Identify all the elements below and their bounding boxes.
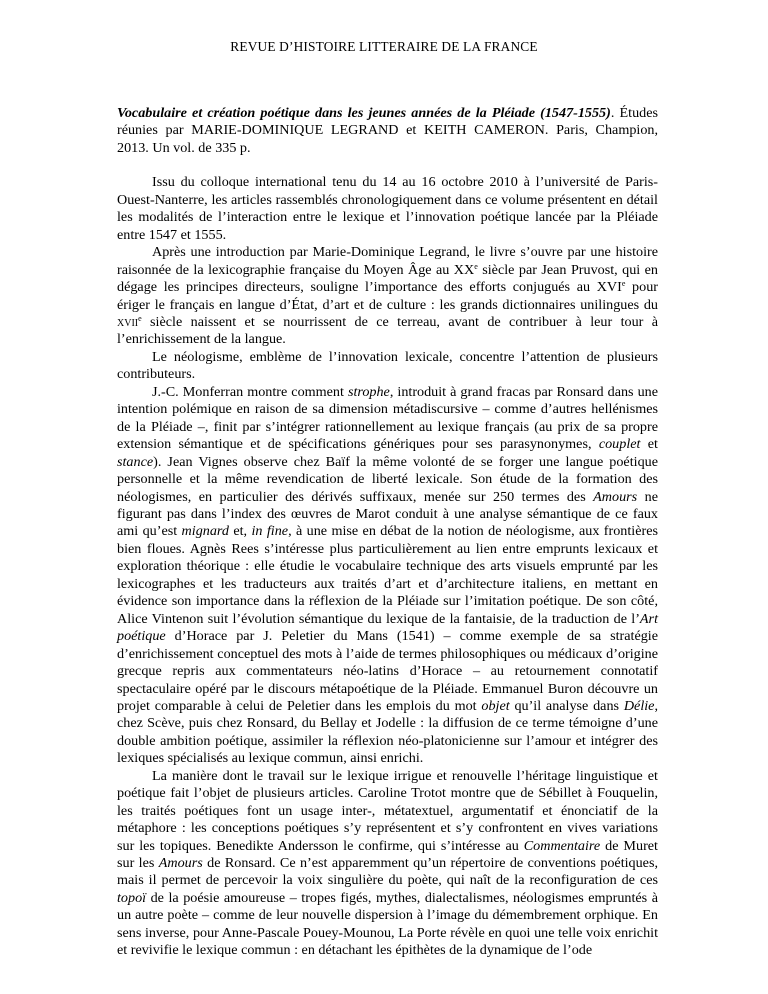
paragraph-3: Le néologisme, emblème de l’innovation lexicale, concentre l’attention de plusieurs contributeurs. <box>117 348 658 383</box>
paragraph-2: Après une introduction par Marie-Dominique Legrand, le livre s’ouvre par une histoire raisonnée de la lexicographie française du Moyen Âge au XXe siècle par Jean Pruvost, qui en dégage les principes directeurs, souligne l’importance des efforts conjugués au XVIe pour ériger le français en langue d’État, d’art et de culture : les grands dictionnaires unilingues du xvii$^e$ siècle naissent et se nourrissent de ce terreau, avant de contribuer à leur tour à l’enrichissement de la langue. <box>117 244 658 348</box>
paragraph-4: J.-C. Monferran montre comment strophe, introduit à grand fracas par Ronsard dans une intention polémique en raison de sa dimension métadiscursive – comme d’autres hellénismes de la Pléiade –, finit par s’intégrer rationnellement au lexique français (au prix de sa propre extension sémantique et de spécifications génériques pour ses parasynonymes, couplet et stance). Jean Vignes observe chez Baïf la même volonté de se forger une langue poétique personnelle et la même revendication de liberté lexicale. Son étude de la formation des néologismes, en particulier des dérivés suffixaux, menée sur 250 termes des Amours ne figurant pas dans l’index des œuvres de Marot conduit à une analyse sémantique de ce faux ami qu’est mignard et, in fine, à une mise en débat de la notion de néologisme, aux frontières bien floues. Agnès Rees s’intéresse plus particulièrement au lien entre emprunts lexicaux et exploration théorique : elle étudie le vocabulaire technique des arts visuels emprunté par les lexicographes et les traducteurs aux traités d’art et d’architecture italiens, en mettant en évidence son importance dans la réflexion de la Pléiade sur l’imitation poétique. De son côté, Alice Vintenon suit l’évolution sémantique du lexique de la fantaisie, de la traduction de l’Art poétique d’Horace par J. Peletier du Mans (1541) – comme exemple de sa stratégie d’enrichissement conceptuel des mots à l’aide de termes philosophiques ou médicaux d’origine grecque repris aux commentateurs néo-latins d’Horace – au retournement connotatif spectaculaire opéré par le discours métapoétique de la Pléiade. Emmanuel Buron découvre un projet comparable à celui de Peletier dans les emplois du mot objet qu’il analyse dans Délie, chez Scève, puis chez Ronsard, du Bellay et Jodelle : la diffusion de ce terme témoigne d’une double ambition poétique, assimiler la réflexion néo-platonicienne sur l’amour et intégrer des lexiques spécialisés au lexique commun, ainsi enrichi. <box>117 383 658 767</box>
book-citation: Vocabulaire et création poétique dans les jeunes années de la Pléiade (1547-1555). Études réunies par MARIE-DOMINIQUE LEGRAND et KEITH CAMERON. Paris, Champion, 2013. Un vol. de 335 p. <box>117 105 659 156</box>
review-body <box>117 105 658 960</box>
book-title: Vocabulaire et création poétique dans les jeunes années de la Pléiade (1547-1555) <box>117 105 611 121</box>
running-head: REVUE D’HISTOIRE LITTERAIRE DE LA FRANCE <box>230 39 538 54</box>
paragraph-1: Issu du colloque international tenu du 14 au 16 octobre 2010 à l’université de Paris-Ouest-Nanterre, les articles rassemblés chronologiquement dans ce volume présentent en détail les modalités de l’interaction entre le lexique et l’innovation poétique lancée par la Pléiade entre 1547 et 1555. <box>117 174 658 243</box>
paragraph-5: La manière dont le travail sur le lexique irrigue et renouvelle l’héritage linguistique et poétique fait l’objet de plusieurs articles. Caroline Trotot montre que de Sébillet à Fouquelin, les traités poétiques font un usage inter-, métatextuel, argumentatif et énonciatif de la métaphore : les conceptions poétiques s’y représentent et s’y confrontent en vives variations sur les topiques. Benedikte Andersson le confirme, qui s’intéresse au Commentaire de Muret sur les Amours de Ronsard. Ce n’est apparemment qu’un répertoire de conventions poétiques, mais il permet de percevoir la voix singulière du poète, qui naît de la reconfiguration de ces topoï de la poésie amoureuse – tropes figés, mythes, dialectalismes, néologismes empruntés à un autre poète – comme de leur nouvelle dispersion à l’image du démembrement orphique. En sens inverse, pour Anne-Pascale Pouey-Mounou, La Porte révèle en quoi une telle voix enrichit et revivifie le lexique commun : en détachant les épithètes de la dynamique de l’ode <box>117 767 659 959</box>
